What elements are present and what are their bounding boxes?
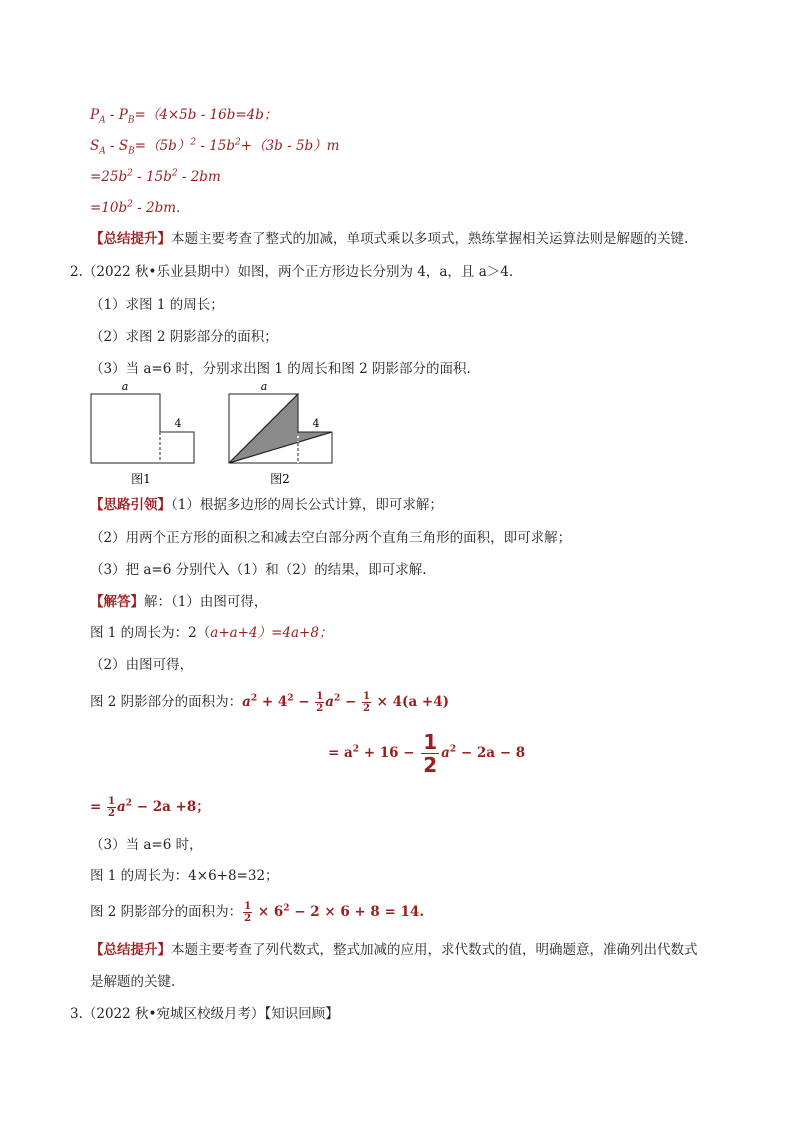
hint-line-1: 【思路引领】（1）根据多边形的周长公式计算，即可求解；	[90, 497, 443, 513]
figure-1-label-a: a	[121, 380, 129, 393]
figure-2-label-4: 4	[312, 417, 320, 430]
summary-2-line-2: 是解题的关键.	[90, 974, 176, 990]
figure-2	[229, 380, 332, 486]
answer-line-1: 【解答】解：（1）由图可得，	[90, 594, 268, 610]
figure-1-label-4: 4	[174, 417, 182, 430]
answer-area-result: = $\frac{1}{2}$ $a^2 - 2a +8$；	[90, 796, 210, 819]
question-3-header: 3.（2022 秋•宛城区校级月考）【知识回顾】	[70, 1006, 339, 1022]
question-2-part-3: （3）当 a=6 时，分别求出图 1 的周长和图 2 阴影部分的面积.	[90, 361, 471, 377]
figure-2-label-a: a	[260, 380, 268, 393]
hint-line-2: （2）用两个正方形的面积之和减去空白部分两个直角三角形的面积，即可求解；	[90, 530, 572, 546]
solution-line-result: $=10b^2 - 2bm$.	[90, 199, 181, 216]
answer-area-expression: 图 2 阴影部分的面积为：$a^2 + 4^2$ − $\frac{1}{2}$ $a^2$ − $\frac{1}{2}$ × 4(a +4)	[90, 691, 449, 714]
question-2-part-1: （1）求图 1 的周长；	[90, 297, 224, 313]
answer-line-3: （2）由图可得，	[90, 657, 194, 673]
hint-line-3: （3）把 a=6 分别代入（1）和（2）的结果，即可求解.	[90, 562, 427, 578]
answer-area-step: = $a^2 + 16$ − $\frac{1}{2}$ $a^2 - 2a - 8$	[328, 730, 526, 777]
summary-2-line-1: 【总结提升】本题主要考查了列代数式，整式加减的应用，求代数式的值，明确题意，准确列出代数式	[90, 942, 698, 958]
answer-line-part-3: （3）当 a=6 时，	[90, 837, 203, 853]
solution-line-area-diff: $S_A - S_B=(5b)^2 - 15b^2+(3b - 5b)m$	[90, 137, 340, 157]
figure-2-caption: 图2	[270, 472, 290, 486]
solution-line-perimeter-diff: $P_A - P_B=(4\times 5b - 16b=4b$；	[90, 107, 278, 126]
figure-1-caption: 图1	[131, 472, 151, 486]
solution-line-expand: $=25b^2 - 15b^2 - 2bm$	[90, 168, 221, 185]
question-2-header: 2.（2022 秋•乐业县期中）如图，两个正方形边长分别为 4，a，且 a＞4.	[70, 264, 514, 280]
question-2-figures	[85, 378, 345, 488]
answer-perimeter-value: 图 1 的周长为：4×6+8=32；	[90, 868, 279, 884]
answer-line-2: 图 1 的周长为：2（a+a+4）=4a+8；	[90, 625, 333, 641]
figure-1	[91, 380, 194, 486]
answer-area-value: 图 2 阴影部分的面积为： $\frac{1}{2}$ × $6^2 - 2 \times 6 + 8 = 14$.	[90, 901, 425, 924]
summary-1: 【总结提升】本题主要考查了整式的加减，单项式乘以多项式，熟练掌握相关运算法则是解题的关键.	[90, 231, 689, 247]
question-2-part-2: （2）求图 2 阴影部分的面积；	[90, 329, 278, 345]
